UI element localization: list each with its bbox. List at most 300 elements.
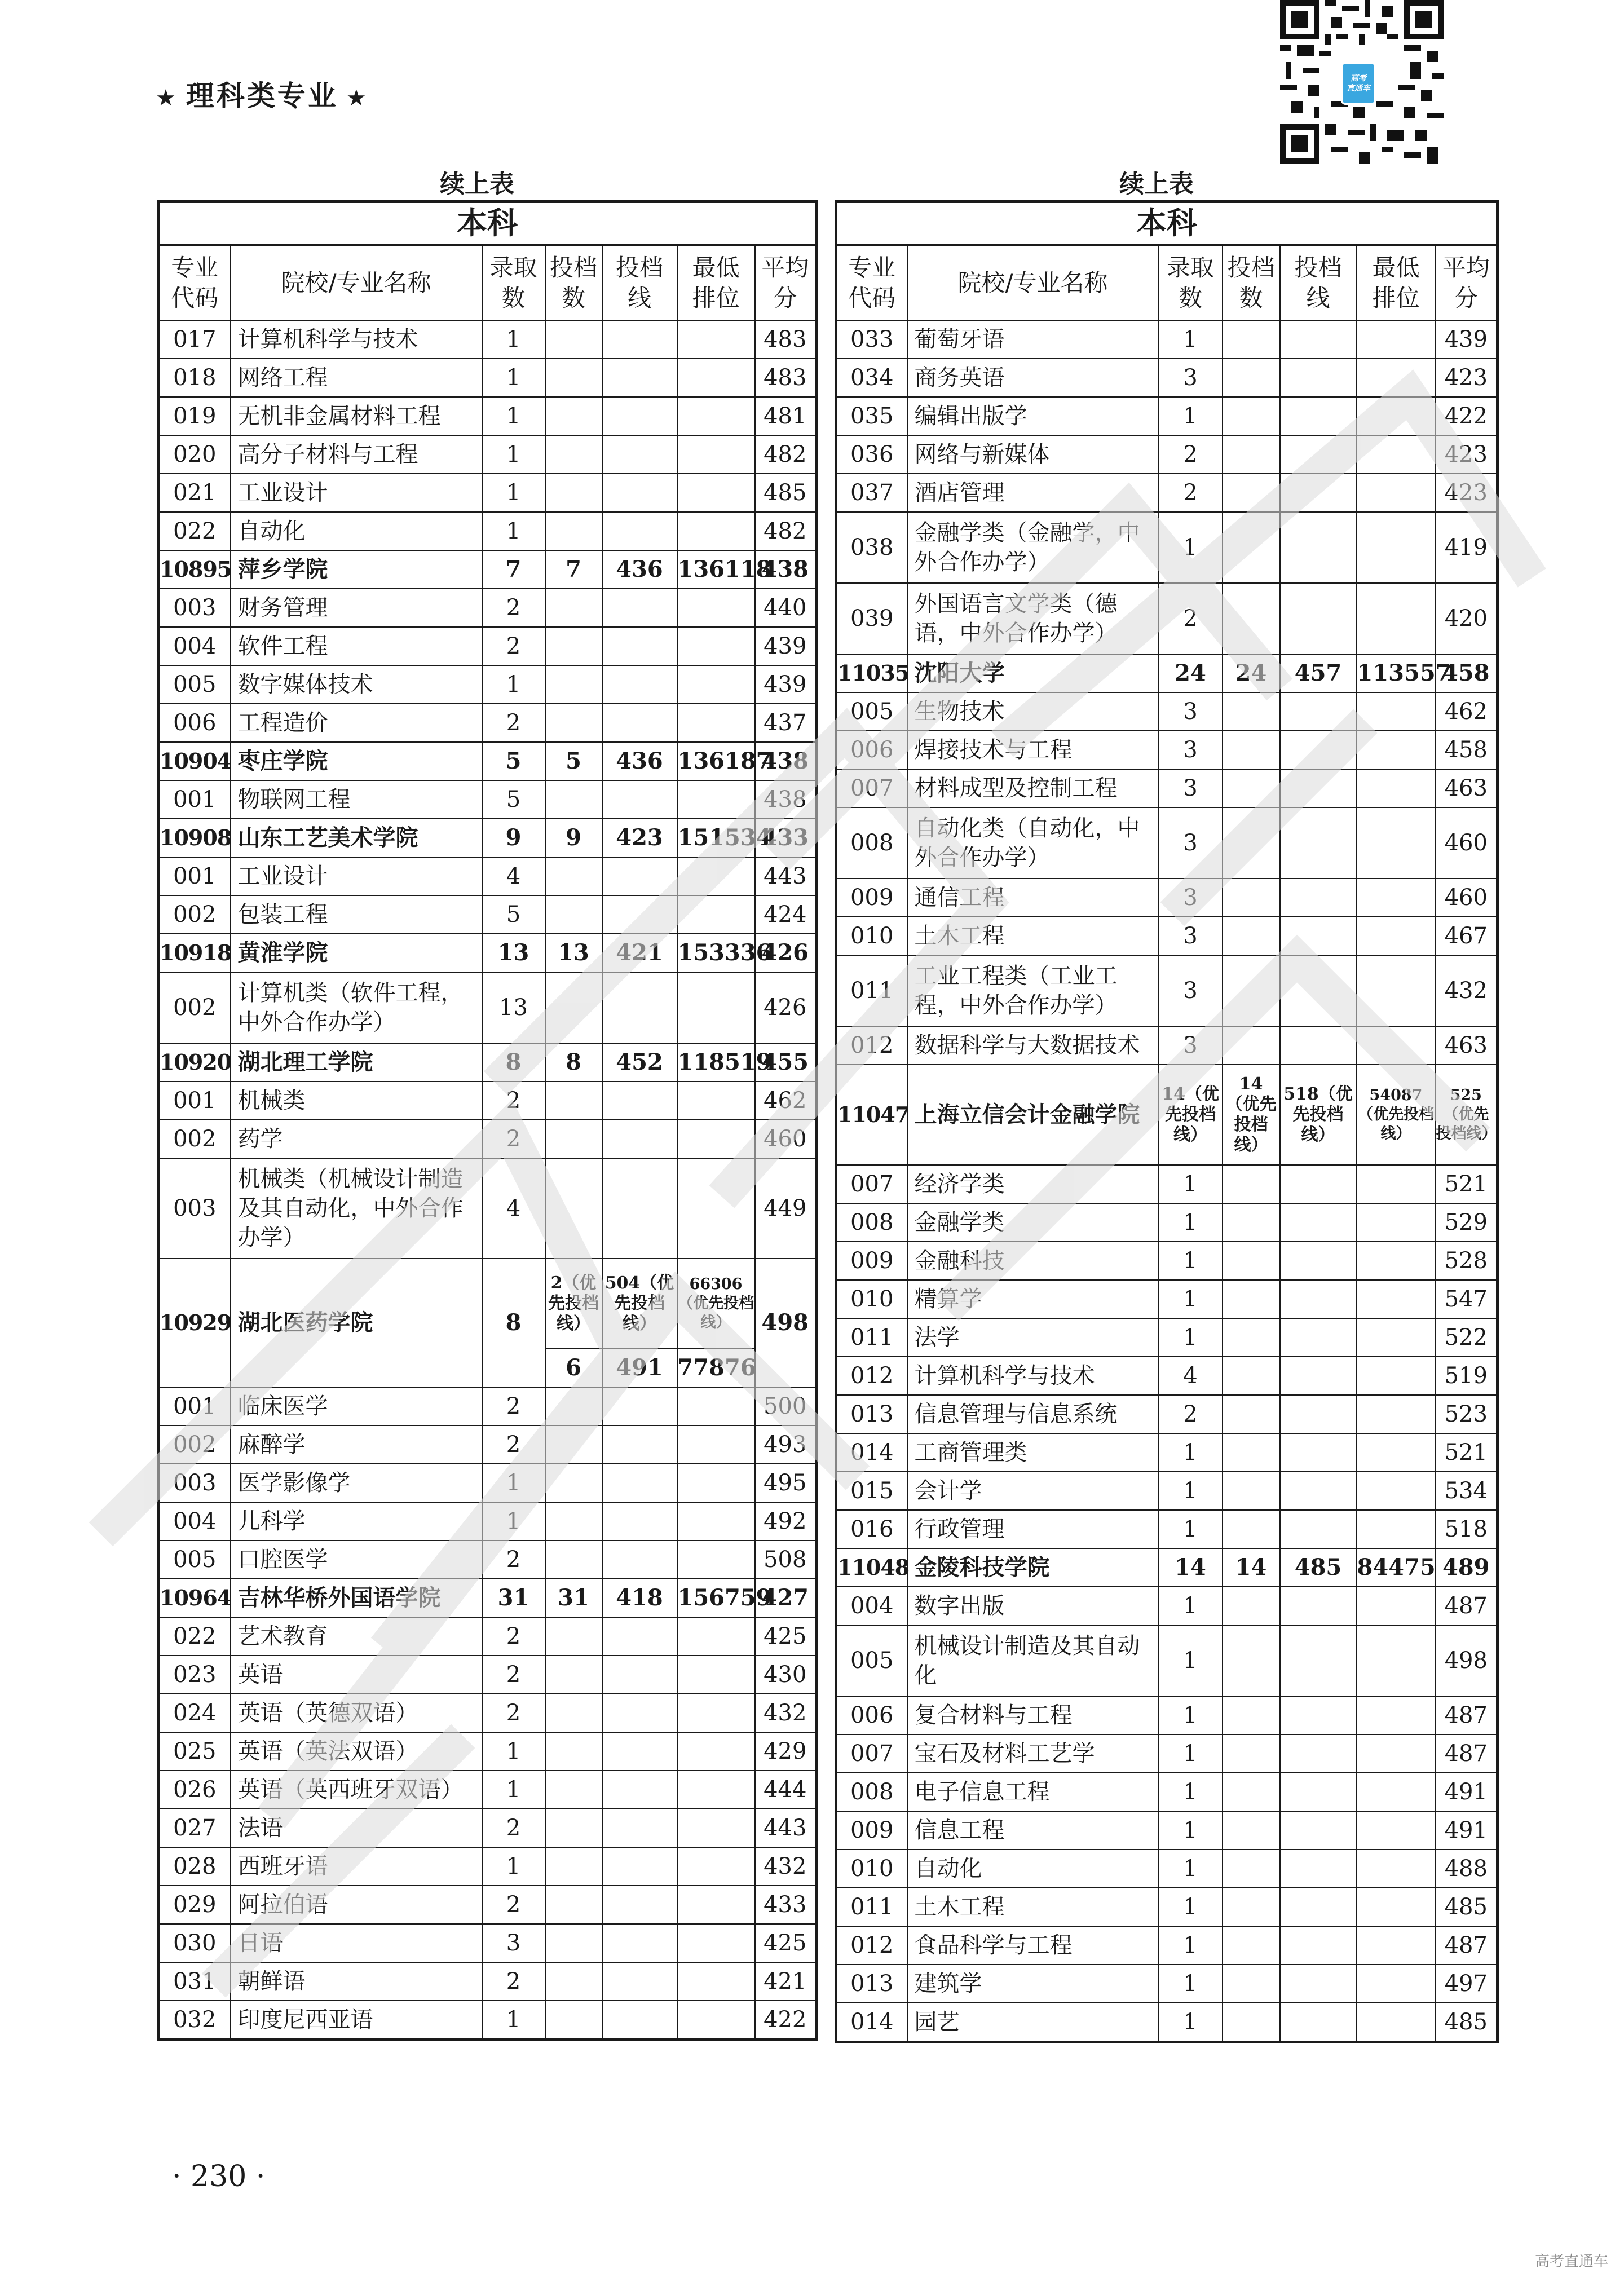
admitted-cell: 24: [1159, 654, 1223, 692]
filed-cell: [1223, 917, 1280, 955]
avg-cell: 492: [755, 1502, 817, 1541]
rank-cell: 136187: [677, 742, 755, 780]
code-cell: 10908: [158, 819, 231, 857]
line-cell: [602, 1847, 677, 1886]
admitted-cell: 2: [482, 1617, 545, 1656]
rank-cell: [677, 1541, 755, 1579]
column-header-col-avg: [1436, 245, 1498, 321]
avg-cell: 485: [1436, 2003, 1498, 2042]
name-cell: 土木工程: [907, 917, 1159, 955]
code-cell: 029: [158, 1886, 231, 1924]
filed-cell: 9: [545, 819, 602, 857]
column-header-col-code: [158, 245, 231, 321]
filed-cell: [1223, 583, 1280, 654]
page-number: · 230 ·: [172, 2160, 266, 2193]
line-cell: [602, 397, 677, 435]
admitted-cell: 1: [1159, 397, 1223, 435]
name-cell: 工业设计: [231, 857, 482, 895]
rank-cell: [677, 1502, 755, 1541]
avg-cell: 429: [755, 1732, 817, 1771]
code-cell: 032: [158, 2001, 231, 2040]
column-header-text: 代码: [171, 284, 219, 312]
avg-cell: 491: [1436, 1811, 1498, 1850]
name-cell: 焊接技术与工程: [907, 731, 1159, 769]
rank-cell: [1357, 1203, 1436, 1242]
column-header-text: 投档: [549, 254, 597, 281]
name-cell: 精算学: [907, 1280, 1159, 1318]
major-row: [158, 704, 817, 742]
admitted-cell: 2: [482, 1809, 545, 1847]
major-row: [158, 589, 817, 627]
line-cell: [1280, 1026, 1357, 1065]
avg-cell: 432: [1436, 955, 1498, 1026]
admitted-cell: 1: [1159, 1773, 1223, 1811]
major-row: [158, 435, 817, 474]
column-header-col-filed: [545, 245, 602, 321]
major-row: [158, 397, 817, 435]
code-cell: 007: [836, 769, 907, 807]
filed-cell: [1223, 955, 1280, 1026]
name-cell: 高分子材料与工程: [231, 435, 482, 474]
name-cell: 生物技术: [907, 692, 1159, 731]
name-cell: 机械类（机械设计制造及其自动化，中外合作办学）: [231, 1158, 482, 1259]
admitted-cell: 1: [1159, 1203, 1223, 1242]
avg-cell: 444: [755, 1771, 817, 1809]
name-cell: 数据科学与大数据技术: [907, 1026, 1159, 1065]
avg-cell: 521: [1436, 1165, 1498, 1203]
admitted-cell: 1: [1159, 1696, 1223, 1734]
line-cell: [1280, 1811, 1357, 1850]
code-cell: 11048: [836, 1548, 907, 1587]
rank-cell: [677, 1732, 755, 1771]
filed-cell: [1223, 1472, 1280, 1510]
major-row: [836, 917, 1498, 955]
filed-cell: [545, 1694, 602, 1732]
admitted-cell: 2: [1159, 435, 1223, 474]
code-cell: 006: [836, 731, 907, 769]
rank-cell: [1357, 1625, 1436, 1696]
code-cell: 008: [836, 1203, 907, 1242]
rank-cell: [677, 397, 755, 435]
line-cell: [1280, 1587, 1357, 1625]
major-row: [158, 1924, 817, 1962]
column-header-text: 院校/专业名称: [957, 269, 1108, 297]
line-cell: [1280, 474, 1357, 512]
code-cell: 001: [158, 780, 231, 819]
avg-cell: 433: [755, 1886, 817, 1924]
avg-cell: 493: [755, 1425, 817, 1464]
line-cell: [602, 474, 677, 512]
name-cell: 自动化类（自动化，中外合作办学）: [907, 807, 1159, 879]
school-row: [836, 654, 1498, 692]
rank-cell: [677, 1120, 755, 1158]
admitted-cell: 2: [1159, 583, 1223, 654]
code-cell: 020: [158, 435, 231, 474]
code-cell: 022: [158, 1617, 231, 1656]
school-row: [158, 1579, 817, 1617]
column-header-text: 专业: [171, 254, 219, 281]
major-row: [158, 780, 817, 819]
line-cell: [602, 589, 677, 627]
line-cell: [602, 1502, 677, 1541]
name-cell: 计算机科学与技术: [907, 1357, 1159, 1395]
filed-cell: [1223, 1888, 1280, 1926]
name-cell: 信息工程: [907, 1811, 1159, 1850]
avg-cell: 460: [755, 1120, 817, 1158]
rank-cell: [1357, 435, 1436, 474]
major-row: [836, 2003, 1498, 2042]
filed-cell: [1223, 1965, 1280, 2003]
code-cell: 034: [836, 359, 907, 397]
filed-cell: [1223, 397, 1280, 435]
line-cell: [1280, 1965, 1357, 2003]
name-cell: 朝鲜语: [231, 1962, 482, 2001]
major-row: [836, 1587, 1498, 1625]
major-row: [158, 1771, 817, 1809]
code-cell: 010: [836, 1850, 907, 1888]
code-cell: 004: [158, 1502, 231, 1541]
line-cell: [1280, 1510, 1357, 1548]
column-header-text: 分: [1454, 284, 1478, 312]
major-row: [158, 1617, 817, 1656]
code-cell: 10918: [158, 934, 231, 972]
band-label: 本科: [836, 202, 1498, 245]
rank-cell: [1357, 1696, 1436, 1734]
line-cell: [1280, 2003, 1357, 2042]
code-cell: 004: [158, 627, 231, 665]
rank-cell: [677, 665, 755, 704]
filed-cell: [545, 1617, 602, 1656]
rank-cell: [677, 704, 755, 742]
admitted-cell: 1: [1159, 1280, 1223, 1318]
admitted-cell: 4: [482, 1158, 545, 1259]
major-row: [158, 857, 817, 895]
line-cell: [1280, 769, 1357, 807]
column-header-text: 投档: [1294, 254, 1342, 281]
rank-cell: [677, 1387, 755, 1425]
rank-cell: [1357, 1433, 1436, 1472]
column-header-col-name: [907, 245, 1159, 321]
column-header-col-admitted: [482, 245, 545, 321]
name-cell: 信息管理与信息系统: [907, 1395, 1159, 1433]
name-cell: 医学影像学: [231, 1464, 482, 1502]
major-row: [836, 1888, 1498, 1926]
major-row: [836, 435, 1498, 474]
code-cell: 021: [158, 474, 231, 512]
rank-cell: [1357, 807, 1436, 879]
major-row: [836, 1203, 1498, 1242]
admitted-cell: 2: [482, 1656, 545, 1694]
code-cell: 015: [836, 1472, 907, 1510]
rank-cell: [677, 2001, 755, 2040]
rank-cell: [1357, 1318, 1436, 1357]
avg-cell: 488: [1436, 1850, 1498, 1888]
filed-cell: [545, 320, 602, 359]
code-cell: 009: [836, 879, 907, 917]
major-row: [158, 474, 817, 512]
admitted-cell: 1: [482, 1771, 545, 1809]
name-cell: 艺术教育: [231, 1617, 482, 1656]
avg-cell: 462: [1436, 692, 1498, 731]
filed-cell: [545, 1541, 602, 1579]
admitted-cell: 3: [482, 1924, 545, 1962]
name-cell: 数字出版: [907, 1587, 1159, 1625]
rank-cell: [1357, 1472, 1436, 1510]
code-cell: 003: [158, 589, 231, 627]
rank-cell: [1357, 1850, 1436, 1888]
name-cell: 通信工程: [907, 879, 1159, 917]
line-cell: 436: [602, 742, 677, 780]
filed-cell: [1223, 1357, 1280, 1395]
filed-cell: [1223, 1203, 1280, 1242]
avg-cell: 425: [755, 1617, 817, 1656]
code-cell: 002: [158, 1425, 231, 1464]
avg-cell: 433: [755, 819, 817, 857]
major-row: [836, 1280, 1498, 1318]
code-cell: 003: [158, 1158, 231, 1259]
section-title-text: 理科类专业: [186, 80, 338, 112]
name-cell: 商务英语: [907, 359, 1159, 397]
major-row: [836, 1165, 1498, 1203]
filed-cell: 8: [545, 1043, 602, 1082]
avg-cell: 458: [1436, 654, 1498, 692]
admitted-cell: 3: [1159, 769, 1223, 807]
rank-cell: [1357, 1734, 1436, 1773]
line-cell: [1280, 1850, 1357, 1888]
admitted-cell: 1: [482, 1732, 545, 1771]
star-icon: ★: [156, 85, 178, 111]
code-cell: 014: [836, 2003, 907, 2042]
school-row: [158, 1043, 817, 1082]
code-cell: 005: [836, 692, 907, 731]
admitted-cell: 2: [482, 1425, 545, 1464]
admitted-cell: 4: [1159, 1357, 1223, 1395]
code-cell: 026: [158, 1771, 231, 1809]
code-cell: 012: [836, 1926, 907, 1965]
avg-cell: 439: [1436, 320, 1498, 359]
column-header-text: 数: [561, 284, 585, 312]
avg-cell: 455: [755, 1043, 817, 1082]
column-header-text: 录取: [489, 254, 537, 281]
major-row: [158, 1694, 817, 1732]
rank-cell: [1357, 2003, 1436, 2042]
line-cell: [602, 780, 677, 819]
code-cell: 036: [836, 435, 907, 474]
line-cell: [1280, 1357, 1357, 1395]
right-continued-label: 续上表: [1119, 170, 1194, 198]
code-cell: 10895: [158, 550, 231, 589]
avg-cell: 523: [1436, 1395, 1498, 1433]
name-cell: 法语: [231, 1809, 482, 1847]
line-cell: [602, 1120, 677, 1158]
avg-cell: 534: [1436, 1472, 1498, 1510]
code-cell: 11047: [836, 1065, 907, 1165]
avg-cell: 482: [755, 435, 817, 474]
line-cell: [1280, 435, 1357, 474]
rank-cell: [677, 895, 755, 934]
column-header-row: [836, 245, 1498, 321]
code-cell: 003: [158, 1464, 231, 1502]
rank-cell: 153336: [677, 934, 755, 972]
filed-cell: [545, 1082, 602, 1120]
name-cell: 建筑学: [907, 1965, 1159, 2003]
admitted-cell: 1: [1159, 512, 1223, 583]
line-cell: [602, 972, 677, 1043]
star-icon: ★: [346, 85, 369, 111]
filed-cell: [1223, 1696, 1280, 1734]
filed-cell: [1223, 1510, 1280, 1548]
admitted-cell: 1: [482, 320, 545, 359]
admitted-cell: 2: [482, 1962, 545, 2001]
major-row: [158, 512, 817, 550]
avg-cell: 482: [755, 512, 817, 550]
filed-cell: [1223, 1587, 1280, 1625]
rank-cell: 151534: [677, 819, 755, 857]
line-cell: [602, 1425, 677, 1464]
column-header-text: 数: [1239, 284, 1263, 312]
code-cell: 005: [836, 1625, 907, 1696]
avg-cell: 500: [755, 1387, 817, 1425]
filed-cell: 13: [545, 934, 602, 972]
name-cell: 网络工程: [231, 359, 482, 397]
avg-cell: 483: [755, 359, 817, 397]
name-cell: 枣庄学院: [231, 742, 482, 780]
avg-cell: 487: [1436, 1926, 1498, 1965]
avg-cell: 463: [1436, 769, 1498, 807]
avg-cell: 487: [1436, 1734, 1498, 1773]
line-cell: 423: [602, 819, 677, 857]
avg-cell: 438: [755, 742, 817, 780]
code-cell: 017: [158, 320, 231, 359]
rank-cell: [677, 1886, 755, 1924]
major-row: [158, 1962, 817, 2001]
filed-cell: [1223, 769, 1280, 807]
name-cell: 黄淮学院: [231, 934, 482, 972]
admitted-cell: 8: [482, 1259, 545, 1387]
filed-cell: [545, 1464, 602, 1502]
line-cell: [1280, 1318, 1357, 1357]
rank-cell: [1357, 1510, 1436, 1548]
filed-cell: [545, 397, 602, 435]
name-cell: 数字媒体技术: [231, 665, 482, 704]
admitted-cell: 1: [1159, 1850, 1223, 1888]
major-row: [836, 955, 1498, 1026]
avg-cell: 498: [755, 1259, 817, 1387]
rank-cell: [1357, 917, 1436, 955]
line-cell: 418: [602, 1579, 677, 1617]
line-cell: [602, 1656, 677, 1694]
admitted-cell: 1: [482, 397, 545, 435]
filed-cell: [1223, 359, 1280, 397]
major-row: [836, 1696, 1498, 1734]
major-row: [158, 1656, 817, 1694]
avg-cell: 422: [1436, 397, 1498, 435]
filed-cell: 14（优先投档线）: [1223, 1065, 1280, 1165]
rank-cell: [677, 1962, 755, 2001]
filed-cell: [1223, 731, 1280, 769]
filed-cell: [545, 1387, 602, 1425]
rank-cell: [1357, 1587, 1436, 1625]
rank-cell: [677, 359, 755, 397]
avg-cell: 522: [1436, 1318, 1498, 1357]
line-cell: [1280, 917, 1357, 955]
code-cell: 007: [836, 1734, 907, 1773]
avg-cell: 467: [1436, 917, 1498, 955]
admitted-cell: 2: [482, 1886, 545, 1924]
line-cell: [1280, 731, 1357, 769]
filed-cell: [1223, 1026, 1280, 1065]
table-body: [836, 320, 1498, 2042]
admitted-cell: 1: [482, 1847, 545, 1886]
name-cell: 湖北理工学院: [231, 1043, 482, 1082]
code-cell: 002: [158, 895, 231, 934]
line-cell: [602, 1617, 677, 1656]
filed-cell: [1223, 692, 1280, 731]
avg-cell: 443: [755, 857, 817, 895]
code-cell: 001: [158, 857, 231, 895]
line-cell: 421: [602, 934, 677, 972]
avg-cell: 432: [755, 1694, 817, 1732]
code-cell: 022: [158, 512, 231, 550]
major-row: [158, 665, 817, 704]
line-cell: 518（优先投档线）: [1280, 1065, 1357, 1165]
line-cell: [1280, 955, 1357, 1026]
admitted-cell: 2: [482, 627, 545, 665]
admitted-cell: 1: [1159, 1926, 1223, 1965]
rank-cell: [1357, 512, 1436, 583]
line-cell: [602, 359, 677, 397]
avg-cell: 497: [1436, 1965, 1498, 2003]
major-row: [158, 1082, 817, 1120]
admitted-cell: 2: [482, 1082, 545, 1120]
filed-cell: [545, 665, 602, 704]
name-cell: 经济学类: [907, 1165, 1159, 1203]
line-cell: [602, 627, 677, 665]
name-cell: 自动化: [907, 1850, 1159, 1888]
major-row: [158, 1120, 817, 1158]
rank-cell: [677, 1158, 755, 1259]
qr-code[interactable]: [1280, 0, 1444, 164]
column-header-text: 最低: [692, 254, 740, 281]
code-cell: 10920: [158, 1043, 231, 1082]
filed-cell: [545, 1732, 602, 1771]
qr-logo-line1: 高考: [1351, 74, 1366, 83]
line-cell: [1280, 1395, 1357, 1433]
filed-cell: [545, 474, 602, 512]
line-cell: [602, 1082, 677, 1120]
name-cell: 食品科学与工程: [907, 1926, 1159, 1965]
avg-cell: 481: [755, 397, 817, 435]
code-cell: 10964: [158, 1579, 231, 1617]
column-header-text: 线: [1306, 284, 1330, 312]
admitted-cell: 5: [482, 780, 545, 819]
column-header-text: 平均: [761, 254, 809, 281]
avg-cell: 426: [755, 934, 817, 972]
rank-cell: [1357, 1926, 1436, 1965]
admitted-cell: 14（优先投档线）: [1159, 1065, 1223, 1165]
filed-cell: [545, 1502, 602, 1541]
filed-cell: [545, 1847, 602, 1886]
column-header-text: 最低: [1372, 254, 1420, 281]
avg-cell: 438: [755, 780, 817, 819]
admitted-cell: 1: [482, 2001, 545, 2040]
line-cell: [602, 2001, 677, 2040]
line-cell: [602, 1962, 677, 2001]
code-cell: 001: [158, 1082, 231, 1120]
name-cell: 土木工程: [907, 1888, 1159, 1926]
column-header-text: 数: [1178, 284, 1202, 312]
admitted-cell: 1: [1159, 1734, 1223, 1773]
